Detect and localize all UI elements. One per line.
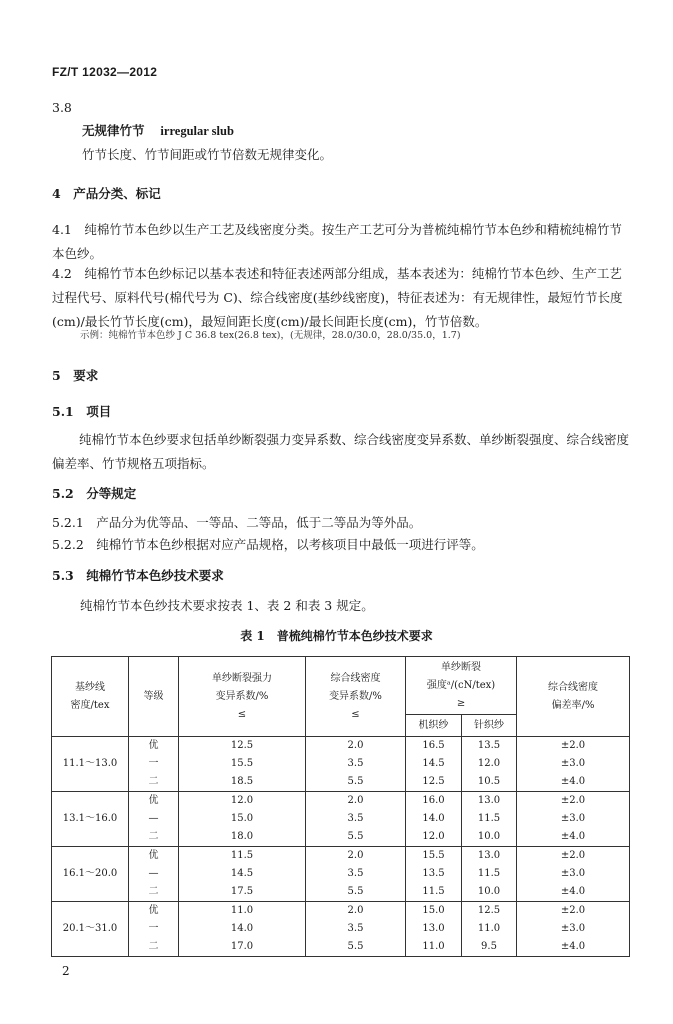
deviation-cell: ±2.0 — [517, 792, 630, 811]
tenacity-knit-cell: 13.0 — [462, 847, 517, 866]
cv-strength-cell: 17.0 — [179, 938, 306, 957]
table-caption: 表 1 普梳纯棉竹节本色纱技术要求 — [240, 629, 433, 643]
density-range-cell: 16.1～20.0 — [52, 847, 129, 902]
table-row — [52, 810, 630, 828]
cv-strength-cell: 18.0 — [179, 828, 306, 847]
deviation-cell: ±4.0 — [517, 883, 630, 902]
cv-density-cell: 5.5 — [306, 883, 406, 902]
cv-strength-cell: 15.5 — [179, 755, 306, 773]
section-5-1-title: 5.1 项目 — [52, 404, 112, 419]
table-row — [52, 883, 630, 902]
table-row — [52, 792, 630, 811]
technical-requirements-table — [51, 656, 630, 957]
tenacity-knit-cell: 11.0 — [462, 920, 517, 938]
table-row — [52, 828, 630, 847]
deviation-cell: ±3.0 — [517, 810, 630, 828]
deviation-cell: ±4.0 — [517, 938, 630, 957]
tenacity-machine-cell: 15.5 — [406, 847, 462, 866]
tenacity-knit-cell: 10.0 — [462, 883, 517, 902]
deviation-cell: ±3.0 — [517, 755, 630, 773]
density-range-cell: 11.1～13.0 — [52, 737, 129, 792]
cv-density-cell: 2.0 — [306, 792, 406, 811]
tenacity-machine-cell: 16.0 — [406, 792, 462, 811]
tenacity-knit-cell: 12.5 — [462, 902, 517, 921]
section-5-title: 5 要求 — [52, 368, 99, 383]
tenacity-knit-cell: 10.5 — [462, 773, 517, 792]
deviation-cell: ±2.0 — [517, 902, 630, 921]
cv-density-cell: 5.5 — [306, 773, 406, 792]
header-machine-woven: 机织纱 — [406, 715, 462, 737]
grade-cell: 优 — [129, 792, 179, 811]
tenacity-machine-cell: 12.5 — [406, 773, 462, 792]
grade-cell: 二 — [129, 828, 179, 847]
header-grade: 等级 — [129, 657, 179, 737]
section-4-title: 4 产品分类、标记 — [52, 186, 161, 201]
grade-cell: — — [129, 810, 179, 828]
tenacity-machine-cell: 11.0 — [406, 938, 462, 957]
table-row — [52, 847, 630, 866]
tenacity-knit-cell: 10.0 — [462, 828, 517, 847]
grade-cell: 一 — [129, 755, 179, 773]
page-number: 2 — [62, 964, 70, 978]
grade-cell: 优 — [129, 902, 179, 921]
cv-density-cell: 3.5 — [306, 810, 406, 828]
term-zh: 无规律竹节 — [82, 123, 145, 138]
marking-example: 示例：纯棉竹节本色纱 J C 36.8 tex(26.8 tex)，(无规律，28.0/30.0，28.0/35.0，1.7) — [80, 330, 461, 341]
header-tenacity: 单纱断裂 强度ᵃ/(cN/tex) ≥ — [406, 657, 517, 715]
cv-strength-cell: 18.5 — [179, 773, 306, 792]
grade-cell: — — [129, 865, 179, 883]
table-row — [52, 865, 630, 883]
deviation-cell: ±3.0 — [517, 920, 630, 938]
table-row — [52, 755, 630, 773]
tenacity-knit-cell: 9.5 — [462, 938, 517, 957]
paragraph-5-3: 纯棉竹节本色纱技术要求按表 1、表 2 和表 3 规定。 — [80, 598, 374, 613]
cv-density-cell: 3.5 — [306, 920, 406, 938]
header-deviation: 综合线密度 偏差率/% — [517, 657, 630, 737]
density-range-cell: 20.1～31.0 — [52, 902, 129, 957]
section-5-2-title: 5.2 分等规定 — [52, 486, 137, 501]
table-row — [52, 902, 630, 921]
grade-cell: 二 — [129, 883, 179, 902]
document-header: FZ/T 12032—2012 — [52, 65, 158, 79]
grade-cell: 二 — [129, 938, 179, 957]
cv-strength-cell: 12.5 — [179, 737, 306, 756]
table-row — [52, 737, 630, 756]
paragraph-5-2-1: 5.2.1 产品分为优等品、一等品、二等品，低于二等品为等外品。 — [52, 515, 422, 530]
cv-strength-cell: 14.0 — [179, 920, 306, 938]
cv-strength-cell: 12.0 — [179, 792, 306, 811]
header-knitting: 针织纱 — [462, 715, 517, 737]
tenacity-knit-cell: 13.0 — [462, 792, 517, 811]
grade-cell: 二 — [129, 773, 179, 792]
tenacity-machine-cell: 11.5 — [406, 883, 462, 902]
tenacity-knit-cell: 11.5 — [462, 810, 517, 828]
tenacity-machine-cell: 14.0 — [406, 810, 462, 828]
term-en: irregular slub — [160, 124, 234, 138]
cv-density-cell: 2.0 — [306, 902, 406, 921]
table-row — [52, 938, 630, 957]
paragraph-4-2: 4.2 纯棉竹节本色纱标记以基本表述和特征表述两部分组成，基本表述为：纯棉竹节本色纱、生产工艺过程代号、原料代号(棉代号为 C)、综合线密度(基纱线密度)，特征表述为：有无规律性，最短竹节长度(cm)/最长竹节长度(cm)，最短间距长度(cm)/最长间距长度(cm)，竹节倍数。 — [52, 266, 623, 329]
cv-density-cell: 2.0 — [306, 737, 406, 756]
tenacity-machine-cell: 13.5 — [406, 865, 462, 883]
table-row — [52, 773, 630, 792]
deviation-cell: ±4.0 — [517, 828, 630, 847]
cv-strength-cell: 11.5 — [179, 847, 306, 866]
tenacity-knit-cell: 13.5 — [462, 737, 517, 756]
header-cv-strength: 单纱断裂强力 变异系数/% ≤ — [179, 657, 306, 737]
term-definition: 竹节长度、竹节间距或竹节倍数无规律变化。 — [82, 147, 333, 162]
section-3-8-number: 3.8 — [52, 100, 72, 115]
cv-strength-cell: 17.5 — [179, 883, 306, 902]
tenacity-machine-cell: 13.0 — [406, 920, 462, 938]
tenacity-machine-cell: 14.5 — [406, 755, 462, 773]
cv-density-cell: 3.5 — [306, 755, 406, 773]
grade-cell: 优 — [129, 847, 179, 866]
deviation-cell: ±2.0 — [517, 737, 630, 756]
header-density: 基纱线 密度/tex — [52, 657, 129, 737]
cv-strength-cell: 15.0 — [179, 810, 306, 828]
cv-density-cell: 2.0 — [306, 847, 406, 866]
table-row — [52, 920, 630, 938]
cv-strength-cell: 14.5 — [179, 865, 306, 883]
tenacity-machine-cell: 16.5 — [406, 737, 462, 756]
header-cv-density: 综合线密度 变异系数/% ≤ — [306, 657, 406, 737]
grade-cell: 一 — [129, 920, 179, 938]
deviation-cell: ±4.0 — [517, 773, 630, 792]
section-5-3-title: 5.3 纯棉竹节本色纱技术要求 — [52, 568, 224, 583]
paragraph-5-1: 纯棉竹节本色纱要求包括单纱断裂强力变异系数、综合线密度变异系数、单纱断裂强度、综合线密度偏差率、竹节规格五项指标。 — [52, 432, 630, 471]
tenacity-machine-cell: 15.0 — [406, 902, 462, 921]
paragraph-5-2-2: 5.2.2 纯棉竹节本色纱根据对应产品规格，以考核项目中最低一项进行评等。 — [52, 537, 484, 552]
density-range-cell: 13.1～16.0 — [52, 792, 129, 847]
tenacity-knit-cell: 12.0 — [462, 755, 517, 773]
term-line — [82, 121, 234, 141]
deviation-cell: ±3.0 — [517, 865, 630, 883]
paragraph-4-1: 4.1 纯棉竹节本色纱以生产工艺及线密度分类。按生产工艺可分为普梳纯棉竹节本色纱和精梳纯棉竹节本色纱。 — [52, 222, 622, 261]
grade-cell: 优 — [129, 737, 179, 756]
cv-density-cell: 3.5 — [306, 865, 406, 883]
tenacity-machine-cell: 12.0 — [406, 828, 462, 847]
cv-strength-cell: 11.0 — [179, 902, 306, 921]
cv-density-cell: 5.5 — [306, 828, 406, 847]
cv-density-cell: 5.5 — [306, 938, 406, 957]
tenacity-knit-cell: 11.5 — [462, 865, 517, 883]
deviation-cell: ±2.0 — [517, 847, 630, 866]
